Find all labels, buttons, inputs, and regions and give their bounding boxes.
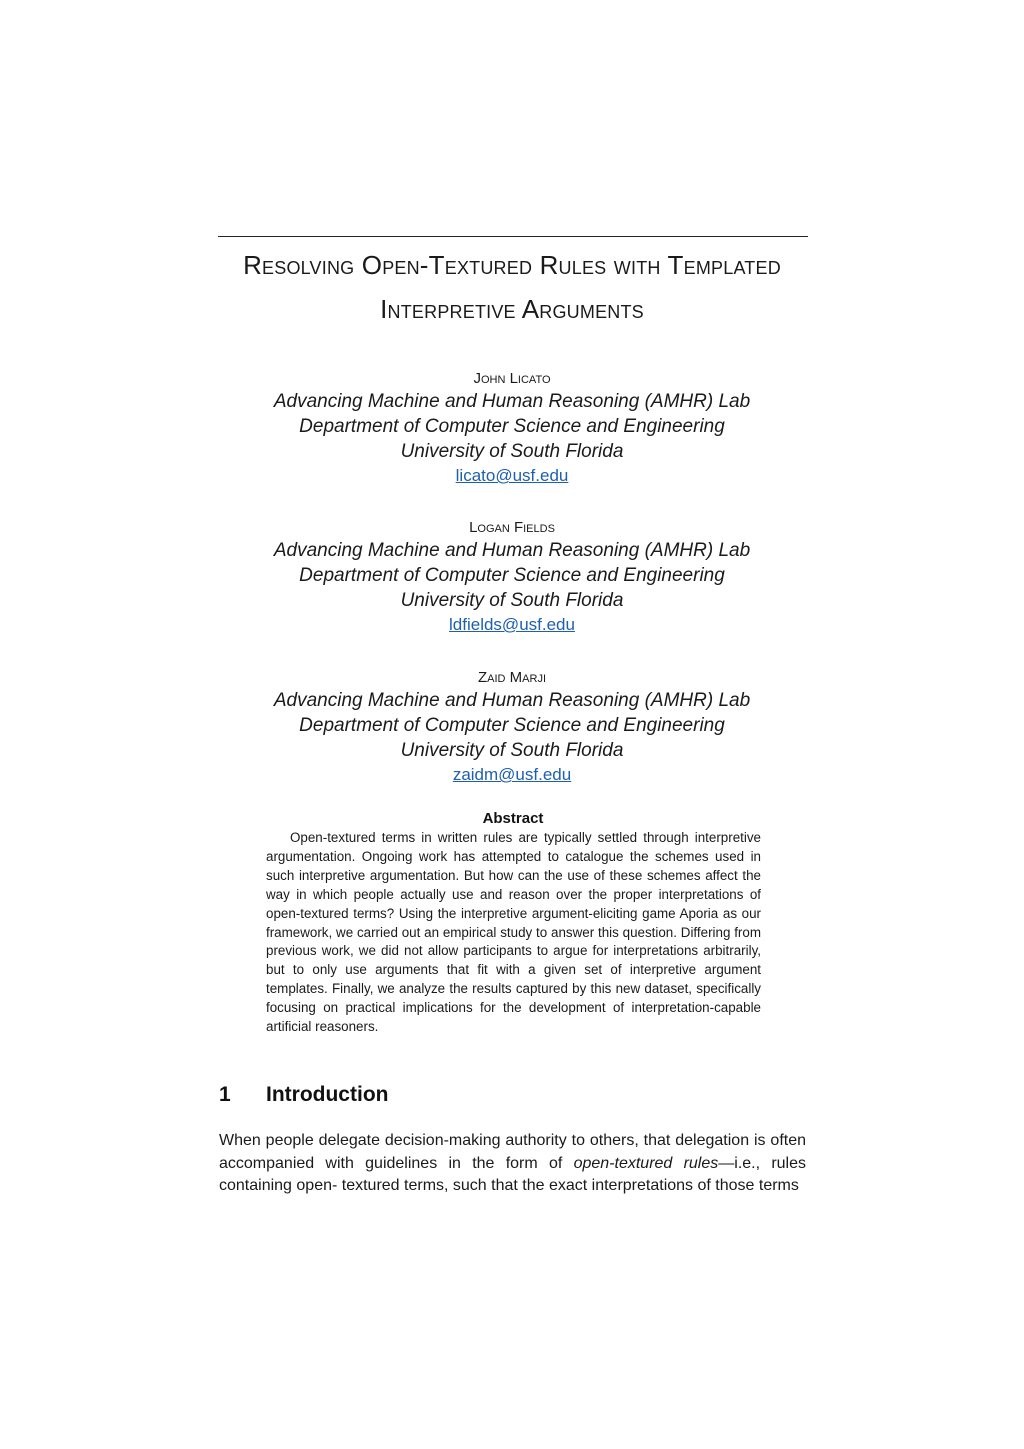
title-top-rule xyxy=(218,236,808,237)
author-name: Logan Fields xyxy=(469,519,555,536)
author-lab: Advancing Machine and Human Reasoning (AMHR) Lab xyxy=(273,690,751,711)
author-email-link[interactable]: ldfields@usf.edu xyxy=(449,615,575,634)
section-number: 1 xyxy=(219,1083,231,1106)
author-email-link[interactable]: zaidm@usf.edu xyxy=(452,765,572,784)
author-email-link[interactable]: licato@usf.edu xyxy=(455,466,569,485)
author-department: Department of Computer Science and Engineering xyxy=(299,715,725,736)
author-lab: Advancing Machine and Human Reasoning (AMHR) Lab xyxy=(273,391,751,412)
author-block xyxy=(200,369,824,488)
author-name: John Licato xyxy=(473,370,551,387)
author-department: Department of Computer Science and Engineering xyxy=(299,565,725,586)
intro-text-end: —i.e., rules containing open- textured terms, such that the exact interpretations of those terms xyxy=(219,1154,806,1195)
author-lab: Advancing Machine and Human Reasoning (AMHR) Lab xyxy=(273,540,751,561)
abstract-text: Open-textured terms in written rules are typically settled through interpretive argumentation. Ongoing work has attempted to catalogue the schemes used in such interpretive argumentation. But how can the use of these schemes affect the way in which people actually use and reason over the proper interpretations of open-textured terms? Using the interpretive argument-eliciting game Aporia as our framework, we carried out an empirical study to answer this question. Differing from previous work, we did not allow participants to argue for interpretations arbitrarily, but to only use arguments that fit with a given set of interpretive argument templates. Finally, we analyze the results captured by this new dataset, specifically focusing on practical implications for the development of interpretation-capable artificial reasoners. xyxy=(266,830,761,1035)
section-title: Introduction xyxy=(266,1083,389,1106)
paper-title-line-1: Resolving Open-Textured Rules with Templated xyxy=(243,250,781,280)
introduction-paragraph xyxy=(219,1130,806,1198)
intro-text-start: When people delegate decision-making authority to others, that delegation is often accompanied with guidelines in the form of xyxy=(219,1132,806,1172)
author-block xyxy=(200,668,824,787)
paper-title xyxy=(150,243,874,331)
paper-title-line-2: Interpretive Arguments xyxy=(380,294,644,324)
author-name: Zaid Marji xyxy=(478,669,546,686)
section-heading xyxy=(219,1080,388,1110)
author-university: University of South Florida xyxy=(400,441,624,462)
author-block xyxy=(200,518,824,637)
author-university: University of South Florida xyxy=(400,740,624,761)
intro-emphasis: open-textured rules xyxy=(573,1154,719,1172)
author-department: Department of Computer Science and Engineering xyxy=(299,416,725,437)
abstract-heading: Abstract xyxy=(482,810,544,827)
author-university: University of South Florida xyxy=(400,590,624,611)
